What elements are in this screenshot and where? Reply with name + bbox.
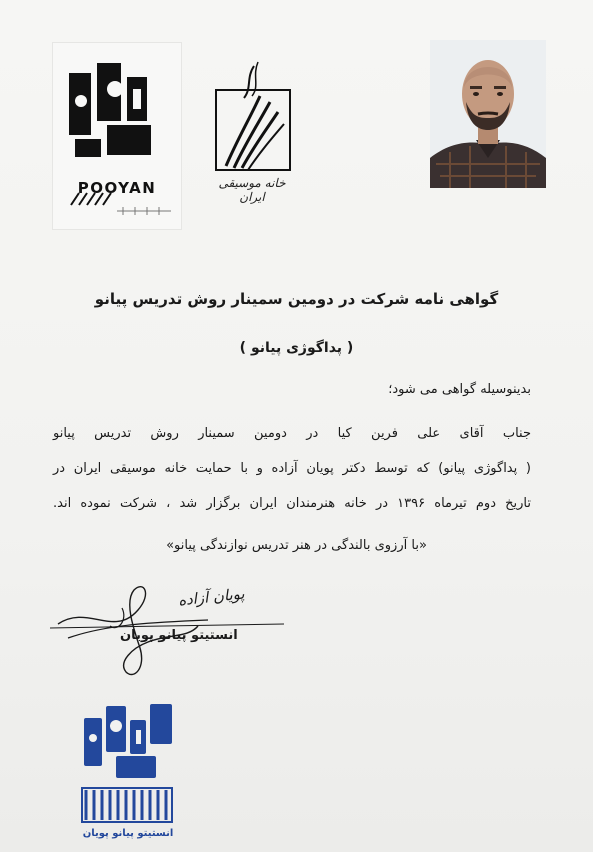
pooyan-logo-wordmark: POOYAN — [77, 179, 157, 197]
portrait-photo — [430, 40, 546, 188]
handwritten-name: پویان آزاده — [177, 584, 246, 610]
certificate-subtitle: ( پداگوژی پیانو ) — [239, 340, 354, 356]
stamp-caption: انستیتو پیانو پویان — [82, 828, 174, 839]
greeting-line: بدینوسیله گواهی می شود؛ — [388, 382, 531, 397]
body-line-2: ( پداگوژی پیانو) که توسط دکتر پویان آزاده و با حمایت خانه موسیقی ایران در — [53, 461, 531, 476]
house-of-music-logo — [208, 58, 296, 208]
pooyan-logo — [52, 42, 182, 230]
institute-stamp — [78, 700, 178, 845]
body-line-1: جناب آقای علی فرین کیا در دومین سمینار روش تدریس پیانو — [53, 426, 531, 441]
certificate-title: گواهی نامه شرکت در دومین سمینار روش تدریس پیانو — [94, 290, 499, 308]
body-line-3: تاریخ دوم تیرماه ۱۳۹۶ در خانه هنرمندان ایران برگزار شد ، شرکت نموده اند. — [53, 496, 531, 511]
house-of-music-caption: خانه موسیقی ایران — [218, 176, 286, 204]
closing-wish: «با آرزوی بالندگی در هنر تدریس نوازندگی پیانو» — [166, 538, 427, 553]
signer-name: انستیتو پیانو پویان — [120, 628, 238, 643]
